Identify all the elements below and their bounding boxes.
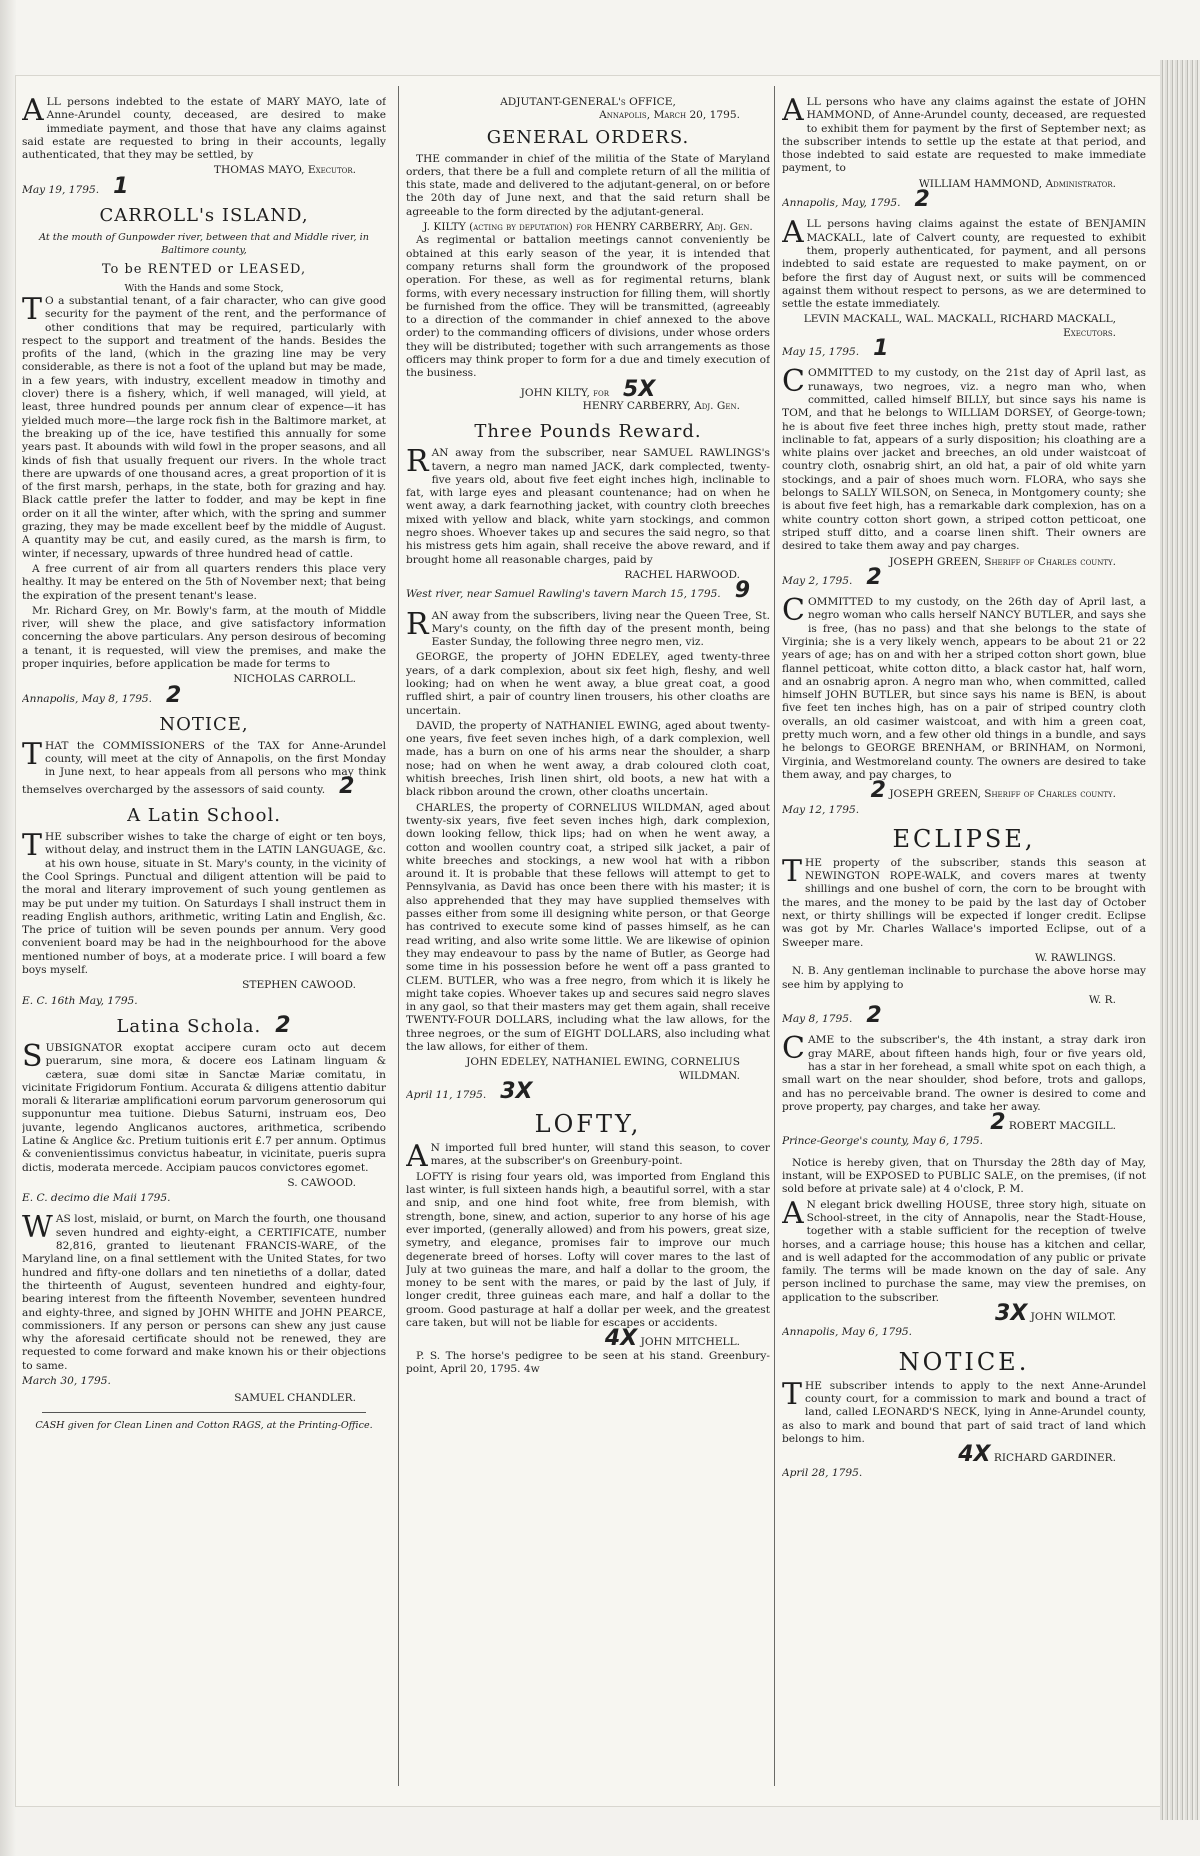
ad-body: A free current of air from all quarters renders this place very healthy. It may be entered on the 5th of November next; that being the expiration of the present tenant's lease. — [22, 562, 386, 602]
signature-line: JOHN KILTY, for — [520, 386, 610, 399]
ad-body: Notice is hereby given, that on Thursday the 28th day of May, instant, will be EXPOSED to PUBLIC SALE, on the premises, (if not sold before at private sale) at 4 o'clock, P. M. — [782, 1156, 1146, 1196]
drop-cap: C — [782, 1031, 805, 1067]
ad-date: E. C. 16th May, 1795. — [22, 994, 138, 1007]
ad-signature: W. R. — [1088, 993, 1116, 1006]
ad-date-text: May 15, 1795. — [782, 346, 860, 359]
ad-signature: THOMAS MAYO, Executor. — [213, 164, 356, 177]
ad-body: As regimental or battalion meetings cannot conveniently be obtained at this early season of the year, it is intended that company returns shall form the groundwork of the proposed operation. For these, as well as for regimental returns, blank forms, with every necessary instruction for filling them, will shortly be furnished from the office. They will be transmitted, (agreeably to a direction of the commander in chief annexed to the above order) to the commanding officers of divisions, under whose orders they will be distributed; together with such arrangements as those officers may think proper to form for a due and timely execution of the business. — [406, 234, 770, 380]
ad-body: OMMITTED to my custody, on the 21st day of April last, as runaways, two negroes, viz. a negro man who, when committed, called himself BILLY, but since says his name is TOM, and that he belongs to WILLIAM DORSEY, of George-town; he is about five feet three inches high, pretty stout made, rather inclinable to fat, appears of a surly disposition; his cloathing are a white plains over jacket and breeches, an old under waistcoat of country cloth, osnabrig shirt, an old hat, a pair of old white yarn stockings, and a pair of shoes much worn. FLORA, who says she belongs to SALLY WILSON, on Seneca, in Montgomery county; she is about five feet high, has a remarkable dark complexion, has on a white country cotton short gown, a striped cotton petticoat, one striped stuff ditto, and a coarse linen shift. Their owners are desired to take them away and pay charges. — [782, 367, 1146, 553]
ad-title: GENERAL ORDERS. — [486, 126, 690, 148]
signature-line: JOHN WILMOT. — [1030, 1311, 1116, 1324]
handwritten-mark: 2 — [275, 1012, 292, 1038]
drop-cap: T — [22, 736, 43, 772]
ad-date-text: West river, near Samuel Rawling's tavern March 15, 1795. — [406, 588, 721, 601]
ad-date — [406, 1078, 770, 1104]
ad-body: UBSIGNATOR exoptat accipere curam octo aut decem puerarum, sine mora, & docere eos Latinam linguam & cætera, suæ domi sitæ in Sanctæ Mariæ comitatu, in vicinitate Frigidorum Fontium. Accurata & diligens attentio dabitur morali & literariæ amplificationi eorum parvorum generosorum qui supponuntur mea tuitione. Diebus Saturni, instruam eos, Deo juvante, legendo Anglicanos auctores, arithmetica, scribendo Latine & Anglice &c. Pretium tuitionis erit £.7 per annum. Optimus & convenientissimus convictus habeatur, in vicinitate, pueris supra dictis, moderata mercede. Accipiam paucos convictores egomet. — [22, 1041, 386, 1174]
ad-body: HE property of the subscriber, stands this season at NEWINGTON ROPE-WALK, and covers mares at twenty shillings and one bushel of corn, the corn to be brought with the mares, and the money to be paid by the last day of October next, or thirty shillings will be expected if longer credit. Eclipse was got by Mr. Charles Wallace's imported Eclipse, out of a Sweeper mare. — [782, 856, 1146, 949]
ad-date — [782, 187, 1146, 213]
ad-date — [22, 682, 386, 708]
printing-office-notice: CASH given for Clean Linen and Cotton RAGS, at the Printing-Office. — [35, 1419, 373, 1431]
ad-title — [22, 1012, 386, 1038]
ad-signature — [782, 1301, 1146, 1327]
ad-signature — [782, 778, 1146, 804]
scan-left-edge — [0, 0, 16, 1856]
ad-date-text: Annapolis, May, 1795. — [782, 197, 901, 210]
ad-body: THE commander in chief of the militia of the State of Maryland orders, that there be a full and complete return of all the militia of this state, made and delivered to the adjutant-general, on or before the 20th day of June next, and that the said return shall be agreeable to the form directed by the adjutant-general. — [406, 152, 770, 218]
signature-line: JOSEPH GREEN, Sheriff of Charles county. — [889, 788, 1116, 801]
handwritten-mark: 3X — [500, 1078, 533, 1104]
ad-title: CARROLL's ISLAND, — [99, 205, 309, 227]
drop-cap: A — [782, 215, 804, 251]
ad-date-text: April 11, 1795. — [406, 1088, 487, 1101]
ad-date — [782, 564, 1146, 590]
drop-cap: T — [782, 1376, 803, 1412]
ad-signature — [782, 1110, 1146, 1136]
ad-date: Prince-George's county, May 6, 1795. — [782, 1135, 983, 1148]
ad-signature — [406, 376, 770, 402]
ad-signature — [782, 1442, 1146, 1468]
handwritten-mark: 1 — [113, 173, 129, 199]
ad-title: LOFTY, — [534, 1110, 642, 1139]
ad-signature: JOSEPH GREEN, Sheriff of Charles county. — [889, 555, 1116, 568]
ad-body: AS lost, mislaid, or burnt, on March the fourth, one thousand seven hundred and eighty-eight, a CERTIFICATE, number 82,816, granted to lieutenant FRANCIS-WARE, of the Maryland line, on a final settlement with the United States, for two hundred and fifty-one dollars and ten ninetieths of a dollar, dated the thirteenth of August, seventeen hundred and eighty-four, bearing interest from the fifteenth November, seventeen hundred and eighty-three, and signed by JOHN WHITE and JOHN PEARCE, commissioners. If any person or persons can shew any just cause why the aforesaid certificate should not be renewed, they are requested to come forward and make known his or their objections to same. — [22, 1213, 386, 1372]
drop-cap: T — [782, 853, 803, 889]
handwritten-mark: 4X — [604, 1326, 638, 1352]
drop-cap: W — [22, 1210, 53, 1246]
ad-signature — [406, 1326, 770, 1352]
ad-lofty — [406, 1110, 770, 1376]
handwritten-mark: 2 — [870, 778, 886, 804]
ad-date-text: May 8, 1795. — [782, 1013, 853, 1026]
ad-body: CHARLES, the property of CORNELIUS WILDMAN, aged about twenty-six years, five feet seven inches high, dark complexion, down looking fellow, thick lips; had on when he went away, a cotton and woollen country coat, a striped silk jacket, a pair of white breeches and stockings, a new wool hat with a ribbon around it. It is probable that these fellows will attempt to get to Pennsylvania, as David has once been there with his master; it is also apprehended that they may have supplied themselves with passes either from some ill designing white person, or that George has contrived to execute some kind of passes himself, as he can read writing, and also write some little. We are likewise of opinion they may endeavour to pass by the name of Butler, as George had some time in his possession before he went off a pass granted to CLEM. BUTLER, who was a free negro, from which it is likely he might take copies. Whoever takes up and secures said negro slaves in any gaol, so that their masters may get them again, shall receive TWENTY-FOUR DOLLARS, including what the law allows, for the three negroes, or the sum of EIGHT DOLLARS, also including what the law allows, for either of them. — [406, 801, 770, 1053]
ad-signature: J. KILTY (acting by deputation) for HENRY CARBERRY, Adj. Gen. — [423, 221, 753, 234]
ad-body: O a substantial tenant, of a fair character, who can give good security for the payment of the rent, and the performance of other conditions that may be required, particularly with respect to the support and treatment of the hands. Besides the profits of the land, (which in the grazing line may be very considerable, as there is not a foot of the upland but may be made, in a few years, with industry, excellent meadow in timothy and clover) there is a fishery, which, if well managed, will yield, at least, three hundred pounds per annum clear of expence—it has yielded much more—the large rock fish in the Baltimore market, at the breaking up of the ice, have testified this annually for some years past. It abounds with wild fowl in the proper seasons, and all kinds of fish that usually frequent our rivers. In the whole tract there are upwards of one thousand acres, a great proportion of it is of the first marsh, perhaps, in the state, both for grazing and hay. Black cattle prefer the latter to fodder, and may be kept in fine order on it all the winter, after which, with the spring and summer grazing, they may be made excellent beef by the middle of August. A quantity may be cut, and easily cured, as the marsh is firm, to winter, if necessary, upwards of three hundred head of cattle. — [22, 294, 386, 560]
ad-signature: JOHN EDELEY, NATHANIEL EWING, CORNELIUS WILDMAN. — [466, 1056, 740, 1082]
ad-code: 4w — [523, 1362, 540, 1375]
handwritten-mark: 2 — [866, 564, 882, 590]
ad-latin-school — [22, 805, 386, 1008]
ad-body: N imported full bred hunter, will stand this season, to cover mares, at the subscriber's on Greenbury-point. — [430, 1142, 770, 1168]
ad-date — [782, 336, 1146, 362]
ad-body: OMMITTED to my custody, on the 26th day of April last, a negro woman who calls herself NANCY BUTLER, and says she is free, (has no pass) and that she belongs to the state of Virginia; she is a very likely wench, appears to be about 21 or 22 years of age; has on and with her a striped cotton short gown, blue flannel petticoat, white cotton ditto, a black castor hat, half worn, and an osnabrig apron. A negro man who, when committed, called himself JOHN BUTLER, but since says his name is BEN, is about five feet ten inches high, has on a pair of striped country cloth overalls, an old casimer waistcoat, and with him a green coat, pretty much worn, and a few other old things in a bundle, and says he belongs to GEORGE BRENHAM, or BRINHAM, on Normoni, Virginia, and Westmoreland county. The owners are desired to take them away, and pay charges, to — [782, 596, 1146, 781]
ad-body: DAVID, the property of NATHANIEL EWING, aged about twenty-one years, five feet seven inches high, of a dark complexion, well made, has a burn on one of his arms near the shoulder, a sharp nose; had on when he went away, a drab coloured cloth coat, whitish breeches, Irish linen shirt, old boots, a new hat with a black ribbon around the crown, other cloaths uncertain. — [406, 719, 770, 799]
column-right — [782, 96, 1146, 1786]
ad-subtitle: With the Hands and some Stock, — [124, 282, 284, 294]
signature-line: RICHARD GARDINER. — [993, 1452, 1116, 1465]
ad-public-sale — [782, 1157, 1146, 1340]
ad-signature — [782, 313, 1146, 340]
drop-cap: S — [22, 1038, 43, 1074]
handwritten-mark: 2 — [914, 187, 930, 213]
ad-general-orders — [406, 96, 770, 413]
ad-postscript — [406, 1350, 770, 1377]
ad-committed-tom-flora — [782, 364, 1146, 590]
ad-signature: RACHEL HARWOOD. — [624, 568, 740, 581]
ad-signature: WILLIAM HAMMOND, Administrator. — [918, 177, 1116, 190]
ad-date: E. C. decimo die Maii 1795. — [22, 1192, 171, 1205]
scan-top-margin — [0, 0, 1200, 76]
ad-body: GEORGE, the property of JOHN EDELEY, aged twenty-three years, of a dark complexion, about six feet high, fleshy, and well looking; had on when he went away, a blue great coat, a good ruffled shirt, a pair of country linen trousers, his other cloaths are uncertain. — [406, 651, 770, 717]
handwritten-mark: 4X — [958, 1442, 991, 1468]
column-left — [22, 96, 386, 1786]
ad-signature: S. CAWOOD. — [287, 1176, 356, 1189]
divider — [42, 1412, 366, 1413]
ad-body: AN away from the subscribers, living near the Queen Tree, St. Mary's county, on the fifth day of the present month, being Easter Sunday, the following three negro men, viz. — [431, 609, 770, 649]
ad-date-text: Annapolis, May 8, 1795. — [22, 692, 153, 705]
ad-body: Mr. Richard Grey, on Mr. Bowly's farm, at the mouth of Middle river, will shew the place, and give satisfactory information concerning the above particulars. Any person desirous of becoming a tenant, it is requested, will view the premises, and make the proper inquiries, before application be made for terms to — [22, 604, 386, 670]
ad-mayo-estate — [22, 96, 386, 197]
ad-signature: HENRY CARBERRY, Adj. Gen. — [582, 399, 740, 412]
ad-subtitle: At the mouth of Gunpowder river, between that and Middle river, in Baltimore county, — [39, 232, 369, 257]
ad-date: Annapolis, May 6, 1795. — [782, 1326, 913, 1339]
drop-cap: A — [22, 96, 44, 128]
signature-line: ROBERT MACGILL. — [1008, 1120, 1116, 1133]
ad-gardiner-notice — [782, 1348, 1146, 1481]
signature-line: JOHN MITCHELL. — [640, 1336, 740, 1349]
ad-body: LL persons indebted to the estate of MARY MAYO, late of Anne-Arundel county, deceased, are desired to make immediate payment, and those that have any claims against said estate are requested to bring in their accounts, legally authenticated, that they may be settled, by — [22, 96, 386, 162]
drop-cap: C — [782, 364, 805, 400]
signature-role: Executors. — [1063, 326, 1116, 339]
ad-body: LOFTY is rising four years old, was imported from England this last winter, is full sixteen hands high, a beautiful sorrel, with a star and snip, and one hind foot white, free from blemish, with strength, bone, sinew, and action, superior to any horse of his age ever imported, (generally allowed) and from his powers, great size, symetry, and elegance, promises fair to improve our much degenerate breed of horses. Lofty will cover mares to the last of July at two guineas the mare, and half a dollar to the groom, the money to be sent with the mares, or paid by the last of July, if longer credit, three guineas each mare, and half a dollar to the groom. Good pasturage at half a dollar per week, and the greatest care taken, but will not be liable for escapes or accidents. — [406, 1170, 770, 1330]
drop-cap: A — [782, 96, 804, 128]
handwritten-mark: 2 — [866, 1003, 882, 1029]
drop-cap: R — [406, 606, 429, 642]
postscript-text: P. S. The horse's pedigree to be seen at his stand. Greenbury-point, April 20, 1795. — [406, 1349, 770, 1375]
handwritten-mark: 2 — [339, 773, 355, 799]
ad-office: ADJUTANT-GENERAL's OFFICE, — [500, 96, 676, 108]
ad-date: March 30, 1795. — [22, 1375, 111, 1388]
ad-date — [406, 578, 770, 604]
drop-cap: R — [406, 444, 429, 480]
ad-signature: SAMUEL CHANDLER. — [234, 1392, 356, 1405]
ad-body: LL persons who have any claims against the estate of JOHN HAMMOND, of Anne-Arundel county, deceased, are requested to exhibit them for payment by the first of September next; as the subscriber intends to settle up the estate at that period, and those indebted to said estate are requested to make immediate payment, to — [782, 96, 1146, 175]
ad-committed-nancy-butler — [782, 593, 1146, 817]
book-binding-edge — [1160, 60, 1200, 1820]
signature-line: LEVIN MACKALL, WAL. MACKALL, RICHARD MACKALL, — [803, 313, 1116, 326]
column-rule — [398, 86, 399, 1786]
ad-hammond-estate — [782, 96, 1146, 213]
ad-date — [22, 173, 386, 199]
ad-runaway-negroes — [406, 606, 770, 1104]
ad-carrolls-island — [22, 205, 386, 706]
newspaper-page — [16, 76, 1160, 1806]
ad-body: HAT the COMMISSIONERS of the TAX for Anne-Arundel county, will meet at the city of Annapolis, on the first Monday in June next, to hear appeals from all persons who may think themselves overcharged by the assessors of said county. — [22, 739, 386, 796]
ad-title: NOTICE. — [898, 1347, 1030, 1376]
ad-title: A Latin School. — [127, 805, 281, 827]
ad-body: AME to the subscriber's, the 4th instant, a stray dark iron gray MARE, about fifteen hands high, four or five years old, has a star in her forehead, a small white spot on each thigh, a small wart on the near shoulder, shod before, trots and gallops, and has no perceivable brand. The owner is desired to come and prove property, pay charges, and take her away. — [782, 1034, 1146, 1113]
ad-date: May 12, 1795. — [782, 803, 860, 816]
ad-date: April 28, 1795. — [782, 1467, 863, 1480]
ad-signature: W. RAWLINGS. — [1034, 951, 1116, 964]
ad-date-text: May 19, 1795. — [22, 183, 100, 196]
drop-cap: T — [22, 291, 43, 327]
ad-title: NOTICE, — [159, 713, 249, 735]
column-middle — [406, 96, 770, 1786]
ad-eclipse — [782, 825, 1146, 1027]
ad-date — [782, 1003, 1146, 1029]
ad-lost-certificate — [22, 1210, 386, 1431]
handwritten-mark: 1 — [873, 336, 889, 362]
ad-body: N. B. Any gentleman inclinable to purchase the above horse may see him by applying to — [782, 965, 1146, 991]
drop-cap: A — [782, 1195, 804, 1231]
ad-place: Annapolis, March 20, 1795. — [599, 109, 740, 122]
ad-stray-mare — [782, 1031, 1146, 1148]
ad-title-text: Latina Schola. — [116, 1015, 262, 1037]
ad-body: HE subscriber wishes to take the charge of eight or ten boys, without delay, and instruct them in the LATIN LANGUAGE, &c. at his own house, situate in St. Mary's county, in the vicinity of the Cool Springs. Punctual and diligent attention will be paid to the moral and literary improvement of such young gentlemen as may be put under my tuition. On Saturdays I shall instruct them in reading English authors, arithmetic, writing Latin and English, &c. The price of tuition will be seven pounds per annum. Very good convenient board may be had in the neighbourhood for the above mentioned number of boys, at a moderate price. I will board a few boys myself. — [22, 831, 386, 977]
ad-date-text: May 2, 1795. — [782, 574, 853, 587]
ad-latina-schola — [22, 1012, 386, 1206]
handwritten-mark: 5X — [623, 376, 656, 402]
ad-title: Three Pounds Reward. — [474, 421, 702, 443]
handwritten-mark: 2 — [166, 682, 182, 708]
drop-cap: T — [22, 828, 43, 864]
ad-body: N elegant brick dwelling HOUSE, three story high, situate on School-street, in the city of Annapolis, near the Stadt-House, together with a stable sufficient for the reception of twelve horses, and a carriage house; this house has a kitchen and cellar, and is well adapted for the accommodation of any public or private family. The terms will be made known on the day of sale. Any person inclined to purchase the same, may view the premises, on application to the subscriber. — [782, 1198, 1146, 1304]
ad-title: ECLIPSE, — [892, 824, 1036, 853]
ad-subtitle: To be RENTED or LEASED, — [101, 261, 307, 277]
ad-body: AN away from the subscriber, near SAMUEL RAWLINGS's tavern, a negro man named JACK, dark complected, twenty-five years old, about five feet eight inches high, inclinable to fat, with large eyes and pleasant countenance; had on when he went away, a dark fearnothing jacket, with country cloth breeches mixed with yellow and black, white yarn stockings, and common negro shoes. Whoever takes up and secures the said negro, so that his mistress gets him again, shall receive the above reward, and if brought home all reasonable charges, paid by — [406, 447, 770, 566]
column-rule — [774, 86, 775, 1786]
handwritten-mark: 3X — [995, 1301, 1028, 1327]
handwritten-mark: 2 — [990, 1110, 1006, 1136]
ad-three-pounds-reward — [406, 421, 770, 604]
drop-cap: A — [406, 1139, 428, 1175]
ad-body: LL persons having claims against the estate of BENJAMIN MACKALL, late of Calvert county, are requested to exhibit them, properly authenticated, for payment, and all persons indebted to said estate are requested to make payment, on or before the first day of August next, or suits will be commenced against them without respect to persons, as we are determined to settle the estate immediately. — [782, 218, 1146, 311]
ad-tax-notice — [22, 714, 386, 797]
handwritten-mark: 9 — [734, 578, 750, 604]
drop-cap: C — [782, 593, 805, 629]
ad-body: HE subscriber intends to apply to the next Anne-Arundel county court, for a commission to mark and bound a tract of land, called LEONARD'S NECK, lying in Anne-Arundel county, as also to mark and bound that part of said tract of land which belongs to him. — [782, 1379, 1146, 1445]
ad-mackall-estate — [782, 215, 1146, 362]
ad-signature: NICHOLAS CARROLL. — [233, 673, 356, 686]
ad-signature: STEPHEN CAWOOD. — [242, 979, 356, 992]
